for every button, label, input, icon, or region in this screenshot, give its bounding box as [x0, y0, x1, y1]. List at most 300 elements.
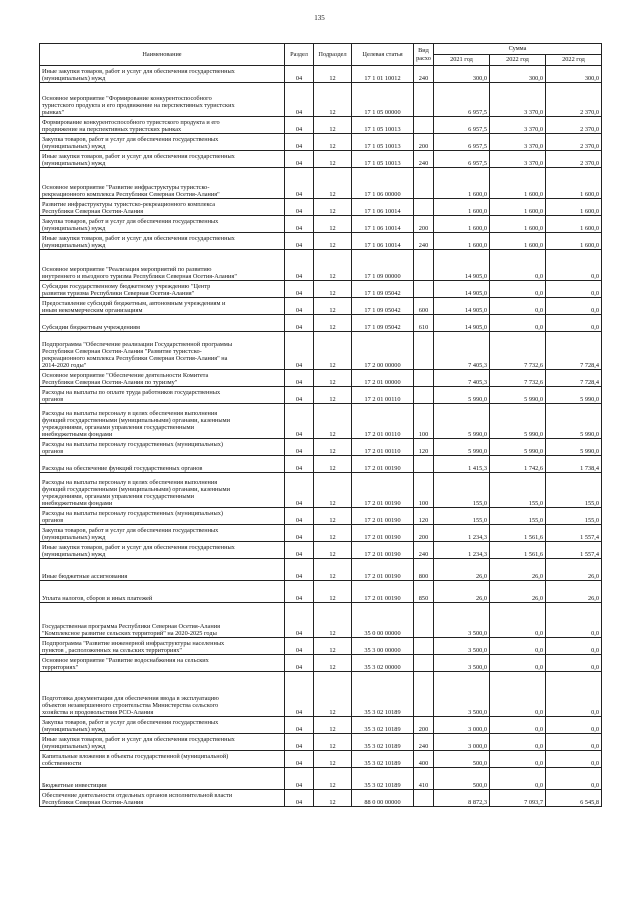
cell-y2021: 155,0 — [434, 473, 490, 508]
cell-y2022: 3 370,0 — [490, 134, 546, 151]
cell-vid — [414, 638, 434, 655]
cell-razdel: 04 — [285, 790, 314, 807]
cell-podrazdel: 12 — [314, 456, 352, 473]
cell-razdel: 04 — [285, 315, 314, 332]
cell-y2021: 1 600,0 — [434, 216, 490, 233]
cell-article: 17 2 01 00190 — [352, 508, 414, 525]
cell-podrazdel: 12 — [314, 83, 352, 117]
cell-y2021: 26,0 — [434, 559, 490, 581]
cell-vid: 120 — [414, 508, 434, 525]
cell-y2023: 2 370,0 — [546, 83, 602, 117]
cell-podrazdel: 12 — [314, 525, 352, 542]
table-header — [40, 44, 602, 66]
cell-vid: 200 — [414, 525, 434, 542]
cell-podrazdel: 12 — [314, 734, 352, 751]
cell-razdel: 04 — [285, 751, 314, 768]
cell-y2023: 0,0 — [546, 281, 602, 298]
cell-article: 35 3 02 10189 — [352, 768, 414, 790]
cell-vid: 240 — [414, 151, 434, 168]
cell-y2022: 3 370,0 — [490, 151, 546, 168]
cell-podrazdel: 12 — [314, 559, 352, 581]
cell-y2022: 0,0 — [490, 281, 546, 298]
cell-podrazdel: 12 — [314, 473, 352, 508]
cell-y2023: 2 370,0 — [546, 117, 602, 134]
table-row — [40, 734, 602, 751]
cell-vid: 200 — [414, 134, 434, 151]
cell-article: 17 2 01 00190 — [352, 473, 414, 508]
cell-name: Подпрограмма "Обеспечение реализации Государственной программы Республики Северная Осетия-Алания "Развитие туристско- рекреационного комплекса Республики Северная Осетия-Алания" на 2014-2020 годы" — [40, 332, 285, 370]
cell-y2023: 0,0 — [546, 250, 602, 281]
cell-razdel: 04 — [285, 370, 314, 387]
cell-y2021: 1 600,0 — [434, 233, 490, 250]
cell-podrazdel: 12 — [314, 134, 352, 151]
cell-y2021: 1 415,3 — [434, 456, 490, 473]
cell-podrazdel: 12 — [314, 672, 352, 717]
cell-y2022: 1 742,6 — [490, 456, 546, 473]
cell-vid — [414, 83, 434, 117]
col-header-vid-line1: Вид — [418, 47, 429, 55]
table-row — [40, 332, 602, 370]
cell-podrazdel: 12 — [314, 216, 352, 233]
cell-y2021: 14 905,0 — [434, 250, 490, 281]
cell-y2023: 0,0 — [546, 672, 602, 717]
cell-razdel: 04 — [285, 473, 314, 508]
cell-y2023: 0,0 — [546, 638, 602, 655]
table-row — [40, 542, 602, 559]
table-row — [40, 233, 602, 250]
cell-y2021: 6 957,5 — [434, 151, 490, 168]
col-header-2023: 2022 год — [546, 55, 602, 66]
cell-podrazdel: 12 — [314, 768, 352, 790]
cell-vid — [414, 117, 434, 134]
cell-y2022: 1 600,0 — [490, 233, 546, 250]
cell-razdel: 04 — [285, 672, 314, 717]
cell-vid — [414, 332, 434, 370]
cell-name: Субсидии бюджетным учреждениям — [40, 315, 285, 332]
cell-y2022: 0,0 — [490, 298, 546, 315]
col-header-name: Наименование — [40, 44, 285, 66]
cell-article: 17 1 09 05042 — [352, 281, 414, 298]
cell-razdel: 04 — [285, 655, 314, 672]
cell-razdel: 04 — [285, 117, 314, 134]
table-row — [40, 83, 602, 117]
cell-y2022: 0,0 — [490, 638, 546, 655]
cell-y2022: 7 093,7 — [490, 790, 546, 807]
cell-vid — [414, 655, 434, 672]
table-row — [40, 404, 602, 439]
cell-article: 17 2 01 00000 — [352, 370, 414, 387]
cell-y2023: 1 557,4 — [546, 525, 602, 542]
cell-vid: 200 — [414, 216, 434, 233]
cell-name: Расходы на выплаты персоналу государственных (муниципальных) органов — [40, 508, 285, 525]
cell-razdel: 04 — [285, 168, 314, 199]
cell-razdel: 04 — [285, 250, 314, 281]
cell-y2023: 5 990,0 — [546, 387, 602, 404]
cell-article: 35 3 02 10189 — [352, 672, 414, 717]
table-row — [40, 603, 602, 638]
cell-article: 35 3 02 10189 — [352, 717, 414, 734]
cell-article: 17 1 05 00000 — [352, 83, 414, 117]
cell-razdel: 04 — [285, 134, 314, 151]
cell-name: Обеспечение деятельности отдельных органов исполнительной власти Республики Северная Осетия-Алания — [40, 790, 285, 807]
col-header-article: Целевая статья — [352, 44, 414, 66]
cell-podrazdel: 12 — [314, 281, 352, 298]
col-header-2022: 2022 год — [490, 55, 546, 66]
cell-podrazdel: 12 — [314, 66, 352, 83]
cell-podrazdel: 12 — [314, 638, 352, 655]
cell-name: Закупка товаров, работ и услуг для обеспечения государственных (муниципальных) нужд — [40, 525, 285, 542]
cell-y2023: 5 990,0 — [546, 439, 602, 456]
cell-name: Основное мероприятие "Реализация мероприятий по развитию внутреннего и въездного туризма Республики Северная Осетия-Алания" — [40, 250, 285, 281]
cell-name: Основное мероприятие "Развитие водоснабжения на сельских территориях" — [40, 655, 285, 672]
cell-y2021: 1 600,0 — [434, 168, 490, 199]
cell-podrazdel: 12 — [314, 315, 352, 332]
table-row — [40, 717, 602, 734]
cell-article: 17 2 01 00190 — [352, 581, 414, 603]
cell-name: Государственная программа Республики Северная Осетия-Алания "Комплексное развитие сельских территорий" на 2020-2025 годы — [40, 603, 285, 638]
cell-y2023: 1 557,4 — [546, 542, 602, 559]
cell-y2022: 155,0 — [490, 473, 546, 508]
table-row — [40, 581, 602, 603]
cell-y2023: 0,0 — [546, 298, 602, 315]
cell-article: 17 2 01 00190 — [352, 542, 414, 559]
cell-podrazdel: 12 — [314, 233, 352, 250]
cell-article: 17 1 09 00000 — [352, 250, 414, 281]
cell-y2022: 0,0 — [490, 655, 546, 672]
cell-name: Субсидия государственному бюджетному учреждению "Центр развития туризма Республики Северная Осетия-Алания" — [40, 281, 285, 298]
cell-y2022: 0,0 — [490, 603, 546, 638]
table-row — [40, 151, 602, 168]
cell-y2023: 300,0 — [546, 66, 602, 83]
cell-vid: 240 — [414, 734, 434, 751]
cell-y2021: 300,0 — [434, 66, 490, 83]
cell-vid: 600 — [414, 298, 434, 315]
cell-y2021: 500,0 — [434, 751, 490, 768]
cell-name: Основное мероприятие "Обеспечение деятельности Комитета Республики Северная Осетия-Алания по туризму" — [40, 370, 285, 387]
cell-name: Иные бюджетные ассигнования — [40, 559, 285, 581]
cell-article: 17 1 05 10013 — [352, 117, 414, 134]
cell-y2021: 3 500,0 — [434, 603, 490, 638]
cell-y2022: 300,0 — [490, 66, 546, 83]
cell-y2021: 7 405,3 — [434, 332, 490, 370]
table-row — [40, 387, 602, 404]
cell-name: Расходы на выплаты персоналу в целях обеспечения выполнения функций государственными (муниципальными) органами, казенными учреждениями, органами управления государственными внебюджетными фондами — [40, 404, 285, 439]
cell-podrazdel: 12 — [314, 298, 352, 315]
cell-vid: 100 — [414, 473, 434, 508]
cell-y2022: 1 561,6 — [490, 525, 546, 542]
cell-y2022: 0,0 — [490, 250, 546, 281]
cell-podrazdel: 12 — [314, 250, 352, 281]
cell-y2022: 0,0 — [490, 672, 546, 717]
cell-name: Уплата налогов, сборов и иных платежей — [40, 581, 285, 603]
col-header-razdel: Раздел — [285, 44, 314, 66]
cell-y2021: 1 600,0 — [434, 199, 490, 216]
cell-y2023: 1 600,0 — [546, 199, 602, 216]
cell-article: 17 2 01 00190 — [352, 525, 414, 542]
cell-y2021: 1 234,3 — [434, 525, 490, 542]
col-header-2021: 2021 год — [434, 55, 490, 66]
cell-y2022: 26,0 — [490, 581, 546, 603]
table-row — [40, 768, 602, 790]
cell-y2021: 14 905,0 — [434, 315, 490, 332]
cell-name: Закупка товаров, работ и услуг для обеспечения государственных (муниципальных) нужд — [40, 717, 285, 734]
cell-y2023: 7 728,4 — [546, 370, 602, 387]
cell-razdel: 04 — [285, 456, 314, 473]
cell-y2022: 7 732,6 — [490, 370, 546, 387]
table-row — [40, 298, 602, 315]
cell-y2021: 6 957,5 — [434, 117, 490, 134]
table-row — [40, 456, 602, 473]
cell-y2021: 3 500,0 — [434, 672, 490, 717]
cell-y2023: 0,0 — [546, 603, 602, 638]
cell-vid: 400 — [414, 751, 434, 768]
cell-y2022: 1 600,0 — [490, 216, 546, 233]
cell-article: 17 1 06 00000 — [352, 168, 414, 199]
cell-y2021: 3 000,0 — [434, 717, 490, 734]
cell-razdel: 04 — [285, 603, 314, 638]
cell-vid — [414, 370, 434, 387]
cell-razdel: 04 — [285, 199, 314, 216]
cell-article: 17 1 06 10014 — [352, 199, 414, 216]
cell-y2021: 5 990,0 — [434, 439, 490, 456]
cell-name: Формирование конкурентоспособного туристского продукта и его продвижение на перспективных туристских рынках — [40, 117, 285, 134]
cell-name: Бюджетные инвестиции — [40, 768, 285, 790]
cell-podrazdel: 12 — [314, 151, 352, 168]
cell-razdel: 04 — [285, 233, 314, 250]
cell-article: 17 2 01 00110 — [352, 439, 414, 456]
col-header-summa: Сумма — [434, 44, 602, 55]
table-row — [40, 559, 602, 581]
cell-vid: 100 — [414, 404, 434, 439]
cell-podrazdel: 12 — [314, 332, 352, 370]
cell-name: Развитие инфраструктуры туристско-рекреационного комплекса Республики Северная Осетия-Алания — [40, 199, 285, 216]
cell-article: 17 1 06 10014 — [352, 216, 414, 233]
cell-y2021: 3 500,0 — [434, 655, 490, 672]
cell-y2023: 1 600,0 — [546, 216, 602, 233]
cell-podrazdel: 12 — [314, 655, 352, 672]
cell-y2021: 3 000,0 — [434, 734, 490, 751]
cell-article: 35 3 02 10189 — [352, 734, 414, 751]
cell-article: 35 3 02 10189 — [352, 751, 414, 768]
table-row — [40, 370, 602, 387]
cell-razdel: 04 — [285, 281, 314, 298]
cell-razdel: 04 — [285, 298, 314, 315]
cell-y2021: 3 500,0 — [434, 638, 490, 655]
cell-name: Расходы на выплаты персоналу в целях обеспечения выполнения функций государственными (муниципальными) органами, казенными учреждениями, органами управления государственными внебюджетными фондами — [40, 473, 285, 508]
cell-vid — [414, 387, 434, 404]
cell-vid — [414, 603, 434, 638]
cell-podrazdel: 12 — [314, 581, 352, 603]
cell-y2023: 0,0 — [546, 655, 602, 672]
cell-podrazdel: 12 — [314, 508, 352, 525]
table-row — [40, 439, 602, 456]
cell-article: 35 3 02 00000 — [352, 655, 414, 672]
cell-podrazdel: 12 — [314, 199, 352, 216]
cell-vid — [414, 790, 434, 807]
cell-article: 17 2 01 00190 — [352, 456, 414, 473]
table-row — [40, 638, 602, 655]
cell-vid: 240 — [414, 233, 434, 250]
cell-name: Подготовка документации для обеспечения ввода в эксплуатацию объектов незавершенного строительства Министерства сельского хозяйства и продовольствия РСО-Алания — [40, 672, 285, 717]
cell-razdel: 04 — [285, 581, 314, 603]
cell-y2022: 0,0 — [490, 315, 546, 332]
cell-y2022: 0,0 — [490, 717, 546, 734]
cell-vid: 800 — [414, 559, 434, 581]
cell-podrazdel: 12 — [314, 387, 352, 404]
cell-name: Иные закупки товаров, работ и услуг для обеспечения государственных (муниципальных) нужд — [40, 151, 285, 168]
cell-y2021: 6 957,5 — [434, 134, 490, 151]
cell-article: 17 2 01 00110 — [352, 404, 414, 439]
cell-y2022: 0,0 — [490, 751, 546, 768]
col-header-vid — [414, 44, 434, 66]
table-row — [40, 199, 602, 216]
table-row — [40, 281, 602, 298]
table-row — [40, 66, 602, 83]
cell-podrazdel: 12 — [314, 790, 352, 807]
cell-article: 17 1 05 10013 — [352, 151, 414, 168]
cell-y2023: 1 600,0 — [546, 168, 602, 199]
cell-name: Капитальные вложения в объекты государственной (муниципальной) собственности — [40, 751, 285, 768]
cell-razdel: 04 — [285, 717, 314, 734]
cell-y2022: 7 732,6 — [490, 332, 546, 370]
cell-name: Расходы на выплаты по оплате труда работников государственных органов — [40, 387, 285, 404]
cell-y2021: 5 990,0 — [434, 404, 490, 439]
cell-razdel: 04 — [285, 525, 314, 542]
cell-article: 17 2 01 00190 — [352, 559, 414, 581]
cell-y2021: 14 905,0 — [434, 298, 490, 315]
cell-y2021: 14 905,0 — [434, 281, 490, 298]
table-row — [40, 117, 602, 134]
cell-name: Закупка товаров, работ и услуг для обеспечения государственных (муниципальных) нужд — [40, 134, 285, 151]
cell-razdel: 04 — [285, 734, 314, 751]
cell-vid: 240 — [414, 542, 434, 559]
cell-y2023: 5 990,0 — [546, 404, 602, 439]
cell-podrazdel: 12 — [314, 404, 352, 439]
cell-y2022: 26,0 — [490, 559, 546, 581]
cell-y2023: 0,0 — [546, 751, 602, 768]
cell-y2022: 3 370,0 — [490, 83, 546, 117]
table-row — [40, 216, 602, 233]
cell-razdel: 04 — [285, 66, 314, 83]
cell-razdel: 04 — [285, 151, 314, 168]
table-row — [40, 655, 602, 672]
cell-y2022: 1 600,0 — [490, 199, 546, 216]
cell-razdel: 04 — [285, 638, 314, 655]
cell-article: 17 2 01 00110 — [352, 387, 414, 404]
cell-article: 88 0 00 00000 — [352, 790, 414, 807]
cell-y2022: 0,0 — [490, 734, 546, 751]
table-row — [40, 508, 602, 525]
cell-article: 35 0 00 00000 — [352, 603, 414, 638]
cell-y2022: 5 990,0 — [490, 404, 546, 439]
cell-razdel: 04 — [285, 332, 314, 370]
table-row — [40, 168, 602, 199]
cell-y2023: 155,0 — [546, 508, 602, 525]
cell-podrazdel: 12 — [314, 168, 352, 199]
cell-podrazdel: 12 — [314, 717, 352, 734]
cell-y2023: 1 738,4 — [546, 456, 602, 473]
table-row — [40, 315, 602, 332]
cell-podrazdel: 12 — [314, 603, 352, 638]
cell-name: Иные закупки товаров, работ и услуг для обеспечения государственных (муниципальных) нужд — [40, 542, 285, 559]
cell-name: Закупка товаров, работ и услуг для обеспечения государственных (муниципальных) нужд — [40, 216, 285, 233]
cell-vid — [414, 168, 434, 199]
cell-article: 17 1 05 10013 — [352, 134, 414, 151]
cell-name: Иные закупки товаров, работ и услуг для обеспечения государственных (муниципальных) нужд — [40, 233, 285, 250]
cell-y2023: 0,0 — [546, 734, 602, 751]
cell-name: Расходы на выплаты персоналу государственных (муниципальных) органов — [40, 439, 285, 456]
cell-razdel: 04 — [285, 768, 314, 790]
cell-podrazdel: 12 — [314, 542, 352, 559]
table-row — [40, 525, 602, 542]
cell-y2021: 500,0 — [434, 768, 490, 790]
table-row — [40, 672, 602, 717]
budget-table — [39, 43, 602, 807]
cell-razdel: 04 — [285, 542, 314, 559]
cell-y2022: 1 600,0 — [490, 168, 546, 199]
cell-razdel: 04 — [285, 508, 314, 525]
cell-y2023: 2 370,0 — [546, 134, 602, 151]
cell-article: 17 2 00 00000 — [352, 332, 414, 370]
col-header-podrazdel: Подраздел — [314, 44, 352, 66]
cell-y2021: 155,0 — [434, 508, 490, 525]
cell-name: Основное мероприятие "Развитие инфраструктуры туристско- рекреационного комплекса Республики Северная Осетия-Алания" — [40, 168, 285, 199]
cell-razdel: 04 — [285, 387, 314, 404]
cell-y2021: 26,0 — [434, 581, 490, 603]
cell-vid: 200 — [414, 717, 434, 734]
cell-podrazdel: 12 — [314, 370, 352, 387]
cell-name: Иные закупки товаров, работ и услуг для обеспечения государственных (муниципальных) нужд — [40, 734, 285, 751]
table-row — [40, 473, 602, 508]
cell-article: 35 3 00 00000 — [352, 638, 414, 655]
cell-y2023: 26,0 — [546, 581, 602, 603]
cell-vid — [414, 672, 434, 717]
cell-name: Расходы на обеспечение функций государственных органов — [40, 456, 285, 473]
cell-vid — [414, 281, 434, 298]
cell-y2023: 0,0 — [546, 768, 602, 790]
cell-article: 17 1 06 10014 — [352, 233, 414, 250]
cell-y2022: 0,0 — [490, 768, 546, 790]
cell-razdel: 04 — [285, 404, 314, 439]
cell-vid: 240 — [414, 66, 434, 83]
table-body — [40, 66, 602, 807]
cell-vid: 610 — [414, 315, 434, 332]
cell-razdel: 04 — [285, 559, 314, 581]
col-header-vid-line2: расхо — [416, 54, 431, 62]
cell-y2021: 8 872,3 — [434, 790, 490, 807]
cell-y2022: 5 990,0 — [490, 387, 546, 404]
cell-y2021: 7 405,3 — [434, 370, 490, 387]
cell-podrazdel: 12 — [314, 439, 352, 456]
table-row — [40, 134, 602, 151]
cell-y2021: 1 234,3 — [434, 542, 490, 559]
cell-razdel: 04 — [285, 83, 314, 117]
cell-y2022: 155,0 — [490, 508, 546, 525]
cell-name: Иные закупки товаров, работ и услуг для обеспечения государственных (муниципальных) нужд — [40, 66, 285, 83]
cell-podrazdel: 12 — [314, 117, 352, 134]
cell-article: 17 1 09 05042 — [352, 315, 414, 332]
cell-y2023: 6 545,8 — [546, 790, 602, 807]
cell-y2023: 2 370,0 — [546, 151, 602, 168]
cell-y2022: 5 990,0 — [490, 439, 546, 456]
cell-name: Подпрограмма "Развитие инженерной инфраструктуры населенных пунктов , расположенных на сельских территориях" — [40, 638, 285, 655]
cell-y2021: 6 957,5 — [434, 83, 490, 117]
cell-y2023: 155,0 — [546, 473, 602, 508]
cell-y2022: 3 370,0 — [490, 117, 546, 134]
cell-y2023: 26,0 — [546, 559, 602, 581]
cell-vid — [414, 250, 434, 281]
cell-y2023: 0,0 — [546, 315, 602, 332]
